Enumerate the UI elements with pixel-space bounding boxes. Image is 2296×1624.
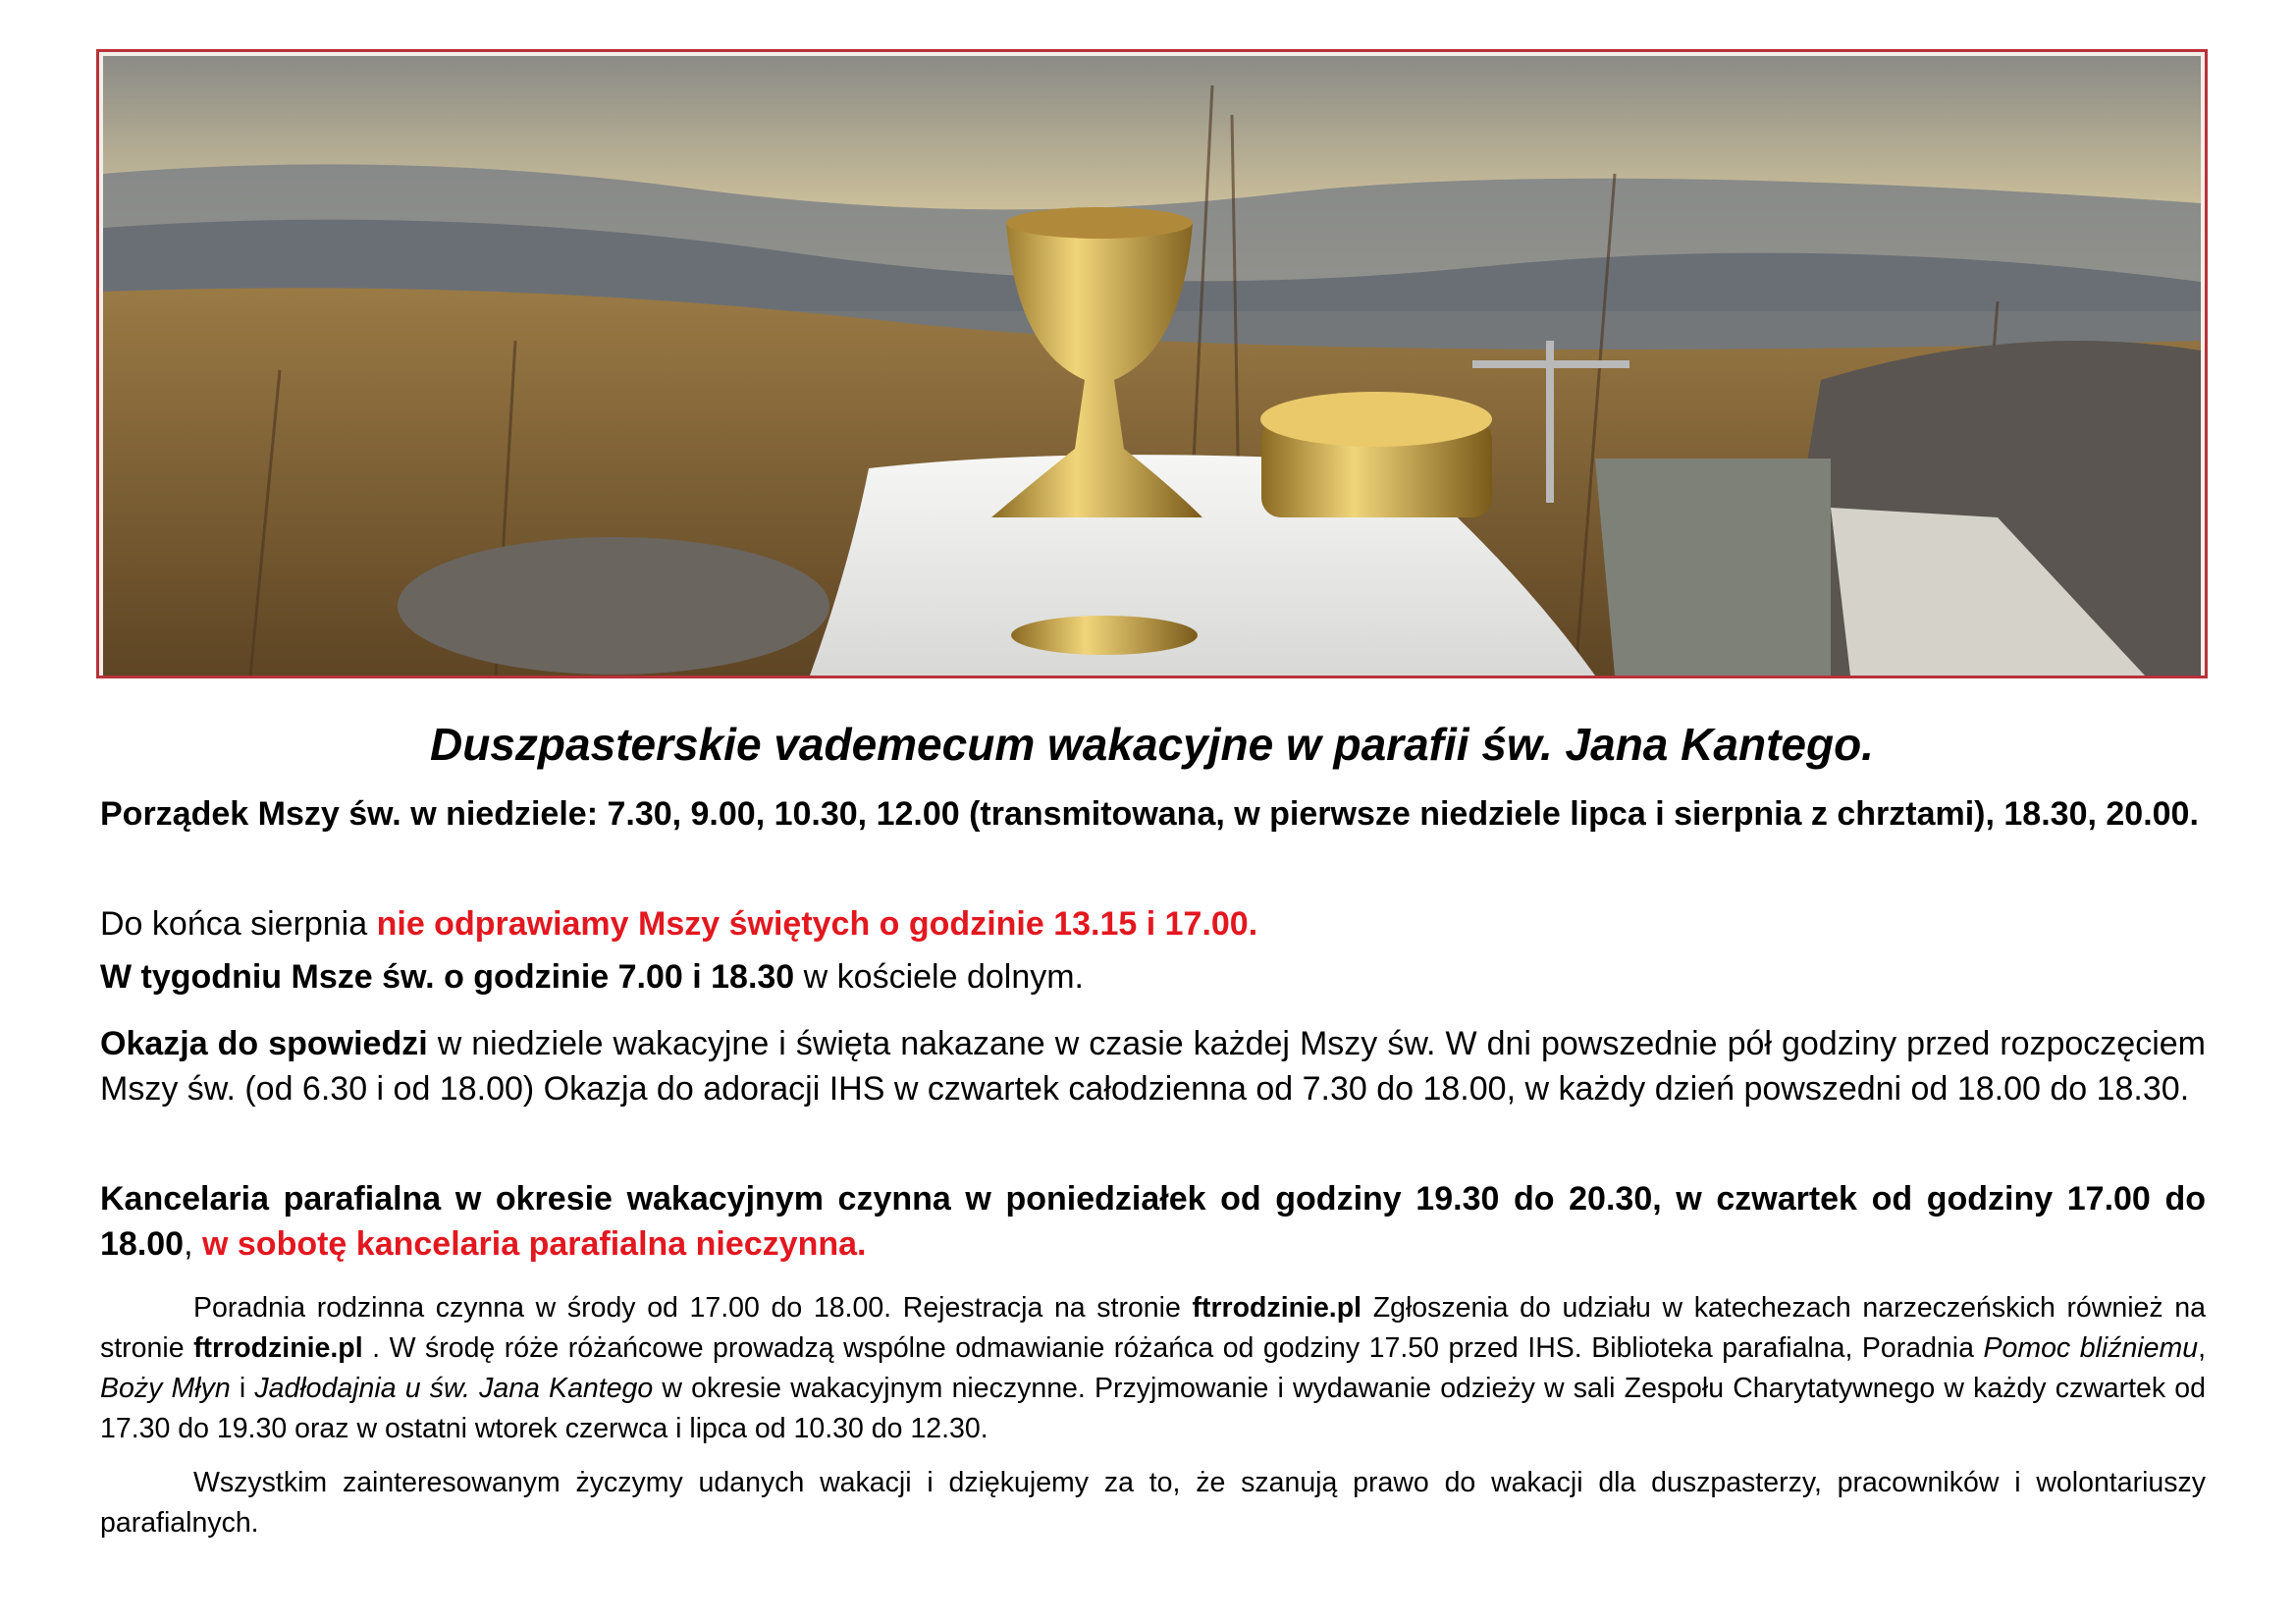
no-masses-highlight: nie odprawiamy Mszy świętych o godzinie 13.15 i 17.00.	[376, 905, 1258, 943]
info-italic-jadlodajnia: Jadłodajnia u św. Jana Kantego	[254, 1373, 654, 1404]
office-hours-bold: Kancelaria parafialna w okresie wakacyjnym czynna w poniedziałek od godziny 19.30 do 20.30, w czwartek od godziny 17.00 do 18.00	[100, 1180, 2206, 1263]
office-closed-highlight: w sobotę kancelaria parafialna nieczynna.	[202, 1225, 867, 1263]
sunday-masses-paragraph	[100, 791, 2206, 837]
info-text-1: Poradnia rodzinna czynna w środy od 17.00 do 18.00. Rejestracja na stronie	[193, 1292, 1193, 1324]
info-text-2: Zgłoszenia do udziału w katechezach narzeczeńskich również na stronie	[100, 1292, 2206, 1364]
no-masses-prefix: Do końca sierpnia	[100, 905, 377, 943]
sunday-masses-text: Porządek Mszy św. w niedziele: 7.30, 9.00, 10.30, 12.00 (transmitowana, w pierwsze niedziele lipca i sierpnia z chrztami), 18.30, 20.00.	[100, 795, 2199, 833]
weekday-masses-bold: W tygodniu Msze św. o godzinie 7.00 i 18.30	[100, 958, 795, 996]
info-text-6: w okresie wakacyjnym nieczynne. Przyjmowanie i wydawanie odzieży w sali Zespołu Charytatywnego w każdy czwartek od 17.30 do 19.30 oraz w ostatni wtorek czerwca i lipca od 10.30 do 12.30.	[100, 1373, 2207, 1444]
parish-info-paragraph	[100, 1288, 2206, 1449]
ftrrodzinie-link-1[interactable]: ftrrodzinie.pl	[1192, 1292, 1362, 1324]
info-italic-pomoc: Pomoc bliźniemu	[1983, 1332, 2199, 1364]
office-comma: ,	[184, 1225, 202, 1263]
info-text-4: ,	[2198, 1332, 2207, 1364]
no-masses-paragraph	[100, 901, 2206, 947]
info-text-5: i	[230, 1373, 255, 1404]
wishes-paragraph: Wszystkim zainteresowanym życzymy udanych wakacji i dziękujemy za to, że szanują prawo do wakacji dla duszpasterzy, pracowników i wolontariuszy parafialnych.	[100, 1467, 2206, 1539]
parish-office-paragraph	[100, 1176, 2206, 1267]
weekday-masses-rest: w kościele dolnym.	[794, 958, 1084, 996]
info-text-3: . W środę róże różańcowe prowadzą wspólne odmawianie różańca od godziny 17.50 przed IHS. Biblioteka parafialna, Poradnia	[362, 1332, 1984, 1364]
confession-bold: Okazja do spowiedzi	[100, 1025, 428, 1062]
info-italic-bozy-mlyn: Boży Młyn	[100, 1373, 231, 1404]
confession-paragraph	[100, 1021, 2206, 1111]
confession-rest: w niedziele wakacyjne i święta nakazane w czasie każdej Mszy św. W dni powszednie pół godziny przed rozpoczęciem Mszy św. (od 6.30 i od 18.00) Okazja do adoracji IHS w czwartek całodzienna od 7.30 do 18.00, w każdy dzień powszedni od 18.00 do 18.30.	[100, 1025, 2206, 1108]
page-title: Duszpasterskie vademecum wakacyjne w parafii św. Jana Kantego.	[430, 719, 1874, 770]
weekday-masses-paragraph	[100, 954, 2206, 1000]
chalice-altar-landscape-image	[103, 56, 2201, 676]
banner-photo-frame	[96, 49, 2208, 678]
ftrrodzinie-link-2[interactable]: ftrrodzinie.pl	[193, 1332, 363, 1364]
